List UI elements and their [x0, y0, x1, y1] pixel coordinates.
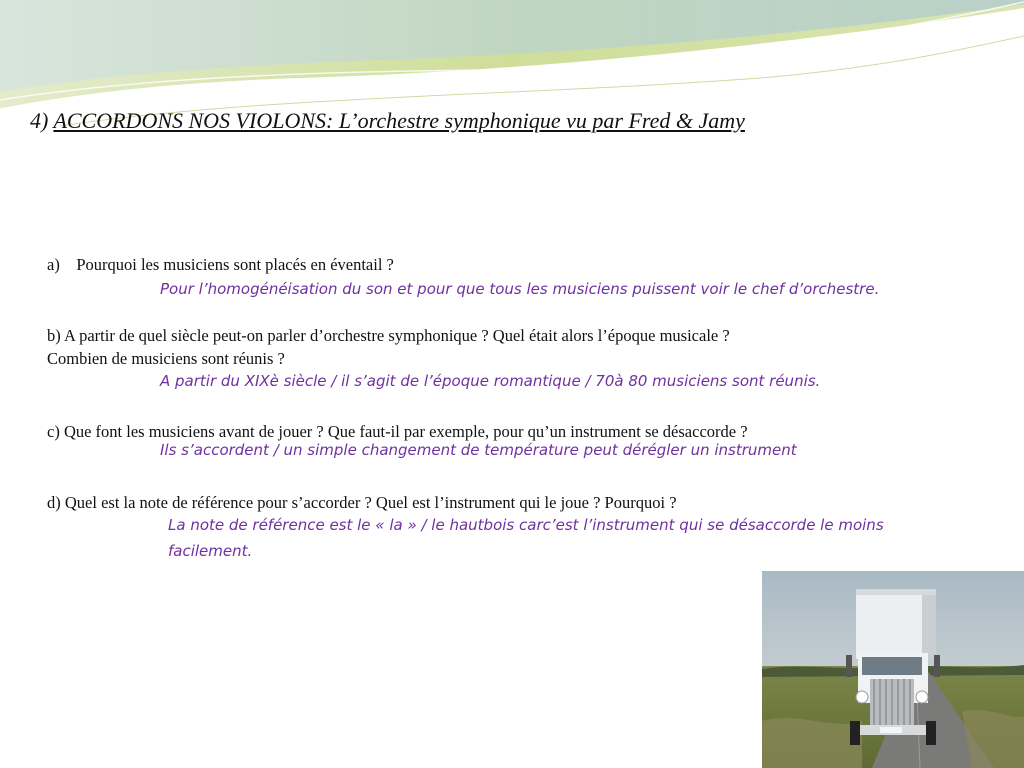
answer-d-line2: facilement. [168, 542, 253, 560]
video-still-truck-image [762, 571, 1024, 768]
question-b-line1: b) A partir de quel siècle peut-on parler d’orchestre symphonique ? Quel était alors l’époque musicale ? [47, 326, 730, 345]
question-a: a) Pourquoi les musiciens sont placés en éventail ? [47, 255, 394, 274]
question-c: c) Que font les musiciens avant de jouer ? Que faut-il par exemple, pour qu’un instrument se désaccorde ? [47, 422, 748, 441]
title-number: 4) [30, 108, 49, 133]
question-d: d) Quel est la note de référence pour s’accorder ? Quel est l’instrument qui le joue ? Pourquoi ? [47, 493, 677, 512]
title-text: ACCORDONS NOS VIOLONS: L’orchestre symphonique vu par Fred & Jamy [53, 108, 745, 133]
answer-b: A partir du XIXè siècle / il s’agit de l’époque romantique / 70à 80 musiciens sont réunis. [160, 372, 821, 390]
answer-a: Pour l’homogénéisation du son et pour que tous les musiciens puissent voir le chef d’orchestre. [160, 280, 880, 298]
answer-c: Ils s’accordent / un simple changement de température peut dérégler un instrument [160, 441, 797, 459]
question-b-line2: Combien de musiciens sont réunis ? [47, 349, 285, 368]
answer-d-line1: La note de référence est le « la » / le hautbois carc’est l’instrument qui se désaccorde le moins [168, 516, 884, 534]
slide-title [30, 108, 745, 134]
